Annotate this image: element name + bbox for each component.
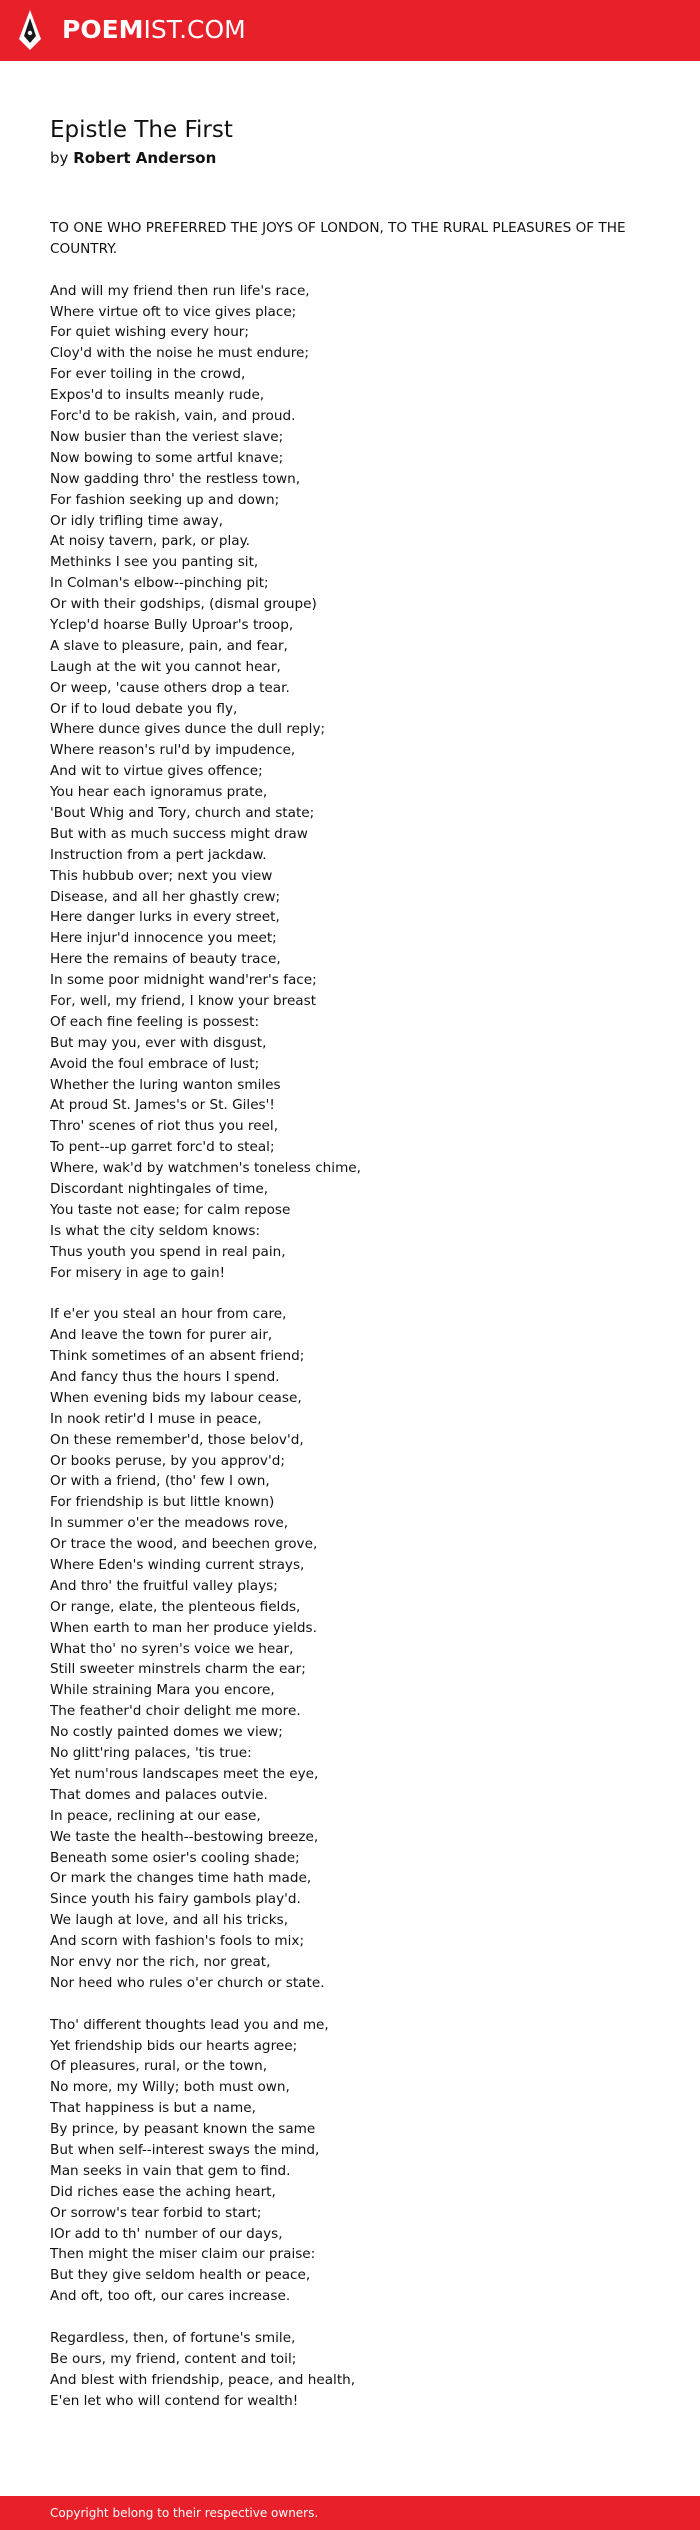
poem-stanza [50,1304,650,1993]
poem-byline [50,147,216,169]
poem-line: Here danger lurks in every street, [50,909,280,926]
poem-line: But with as much success might draw [50,825,308,842]
poem-line: Discordant nightingales of time, [50,1181,269,1197]
poem-line: Yclep'd hoarse Bully Uproar's troop, [50,616,294,633]
poem-line: This hubbub over; next you view [50,867,273,884]
poem-line: E'en let who will contend for wealth! [50,2392,299,2409]
poem-line: That happiness is but a name, [50,2100,256,2117]
poem-line: Regardless, then, of fortune's smile, [50,2329,296,2346]
poem-line: Instruction from a pert jackdaw. [50,846,267,863]
poem-line: Here the remains of beauty trace, [50,951,281,968]
poem-line: In summer o'er the meadows rove, [50,1515,289,1532]
poem-line: And oft, too oft, our cares increase. [50,2288,291,2305]
poem-line: To pent--up garret forc'd to steal; [50,1139,275,1156]
poem-line: For ever toiling in the crowd, [50,366,246,383]
poem-stanza [50,281,650,1284]
poem-line: And blest with friendship, peace, and health, [50,2371,356,2388]
poem-line: When evening bids my labour cease, [50,1389,302,1406]
poem-line: For misery in age to gain! [50,1264,226,1281]
poem-line: Or books peruse, by you approv'd; [50,1452,285,1469]
poem-line: At proud St. James's or St. Giles'! [50,1097,275,1114]
poem-line: Nor heed who rules o'er church or state. [50,1974,325,1991]
poem-line: Where, wak'd by watchmen's toneless chime, [50,1160,361,1177]
poem-line: Is what the city seldom knows: [50,1222,261,1239]
poem-line: In some poor midnight wand'rer's face; [50,972,317,989]
poem-line: For friendship is but little known) [50,1494,275,1511]
poem-line: Or if to loud debate you fly, [50,700,238,717]
poem-line: While straining Mara you encore, [50,1682,275,1699]
poem-line: Still sweeter minstrels charm the ear; [50,1661,306,1678]
poem-line: Man seeks in vain that gem to find. [50,2162,291,2179]
poem-body [50,218,650,2432]
poem-line: When earth to man her produce yields. [50,1619,317,1636]
poem-line: In peace, reclining at our ease, [50,1807,261,1824]
by-label: by [50,149,69,167]
poem-line: And fancy thus the hours I spend. [50,1369,280,1386]
poem-line: That domes and palaces outvie. [50,1786,268,1803]
poem-line: Here injur'd innocence you meet; [50,930,277,947]
poem-line: You hear each ignoramus prate, [50,784,268,801]
poem-line: We taste the health--bestowing breeze, [50,1828,319,1845]
poem-line: Now gadding thro' the restless town, [50,470,301,487]
poem-stanza [50,218,650,260]
poem-line: Of pleasures, rural, or the town, [50,2058,268,2075]
poem-stanza [50,2328,650,2412]
site-footer [0,2496,700,2530]
poem-line: Of each fine feeling is possest: [50,1013,260,1030]
poem-line: Where reason's rul'd by impudence, [50,742,296,759]
quill-pen-icon[interactable] [17,9,43,51]
poem-line: Tho' different thoughts lead you and me, [50,2016,329,2033]
poem-line: Laugh at the wit you cannot hear, [50,658,281,675]
poem-line: We laugh at love, and all his tricks, [50,1912,289,1929]
poem-line: Since youth his fairy gambols play'd. [50,1891,301,1908]
poem-line: Or idly trifling time away, [50,512,223,529]
poem-line: Thro' scenes of riot thus you reel, [50,1118,279,1135]
poem-line: And leave the town for purer air, [50,1327,273,1344]
poem-line: Cloy'd with the noise he must endure; [50,345,309,362]
poem-line: Then might the miser claim our praise: [50,2246,316,2263]
poem-line: Where virtue oft to vice gives place; [50,303,297,320]
poem-line: The feather'd choir delight me more. [50,1703,301,1720]
poem-line: A slave to pleasure, pain, and fear, [50,637,288,654]
poem-line: Or with their godships, (dismal groupe) [50,596,317,613]
poem-line: At noisy tavern, park, or play. [50,533,250,550]
poem-line: But when self--interest sways the mind, [50,2141,320,2158]
poem-line: Disease, and all her ghastly crew; [50,888,281,905]
poem-line: Thus youth you spend in real pain, [50,1243,286,1260]
poem-line: Avoid the foul embrace of lust; [50,1055,260,1072]
poem-line: For fashion seeking up and down; [50,491,280,508]
poem-line: And scorn with fashion's fools to mix; [50,1933,305,1950]
poem-line: But may you, ever with disgust, [50,1034,267,1051]
poem-dedication: TO ONE WHO PREFERRED THE JOYS OF LONDON, TO THE RURAL PLEASURES OF THE COUNTRY. [50,220,626,257]
poem-line: For quiet wishing every hour; [50,324,249,341]
poem-line: Whether the luring wanton smiles [50,1076,281,1093]
brand-rest: IST.COM [143,15,246,44]
poem-line: Or range, elate, the plenteous fields, [50,1598,301,1615]
poem-line: Think sometimes of an absent friend; [50,1348,305,1365]
poem-line: Where dunce gives dunce the dull reply; [50,721,326,738]
author-name[interactable]: Robert Anderson [73,149,217,167]
poem-line: In nook retir'd I muse in peace, [50,1410,262,1427]
poem-stanza [50,2015,650,2307]
poem-line: Did riches ease the aching heart, [50,2183,276,2200]
poem-line: Or trace the wood, and beechen grove, [50,1536,318,1553]
poem-line: By prince, by peasant known the same [50,2121,316,2138]
poem-line: You taste not ease; for calm repose [50,1201,291,1218]
copyright-text: Copyright belong to their respective owners. [50,2506,319,2520]
poem-line: Or mark the changes time hath made, [50,1870,312,1887]
site-header [0,0,700,61]
poem-line: Expos'd to insults meanly rude, [50,387,265,404]
poem-line: Yet friendship bids our hearts agree; [50,2037,298,2054]
poem-line: What tho' no syren's voice we hear, [50,1640,294,1657]
poem-line: On these remember'd, those belov'd, [50,1431,304,1448]
poem-line: 'Bout Whig and Tory, church and state; [50,804,315,821]
site-logo-text[interactable] [62,14,246,46]
poem-line: If e'er you steal an hour from care, [50,1306,287,1323]
poem-line: Now bowing to some artful knave; [50,449,284,466]
poem-line: And wit to virtue gives offence; [50,763,263,780]
poem-line: No more, my Willy; both must own, [50,2079,290,2096]
poem-line: Nor envy nor the rich, nor great, [50,1953,271,1970]
poem-line: For, well, my friend, I know your breast [50,992,317,1009]
poem-line: In Colman's elbow--pinching pit; [50,575,269,592]
poem-line: Or weep, 'cause others drop a tear. [50,679,290,696]
brand-bold: POEM [62,15,144,44]
poem-title: Epistle The First [50,117,233,143]
poem-line: Methinks I see you panting sit, [50,554,259,571]
poem-line: No glitt'ring palaces, 'tis true: [50,1745,252,1762]
poem-line: Forc'd to be rakish, vain, and proud. [50,408,296,425]
poem-line: Be ours, my friend, content and toil; [50,2350,297,2367]
poem-line: Yet num'rous landscapes meet the eye, [50,1765,319,1782]
poem-line: IOr add to th' number of our days, [50,2225,283,2242]
poem-line: No costly painted domes we view; [50,1724,283,1741]
poem-line: Or sorrow's tear forbid to start; [50,2204,262,2221]
poem-line: Where Eden's winding current strays, [50,1557,305,1574]
poem-line: And thro' the fruitful valley plays; [50,1577,278,1594]
poem-line: Now busier than the veriest slave; [50,428,284,445]
poem-line: But they give seldom health or peace, [50,2267,311,2284]
poem-line: And will my friend then run life's race, [50,282,310,299]
poem-line: Or with a friend, (tho' few I own, [50,1473,270,1490]
poem-line: Beneath some osier's cooling shade; [50,1849,300,1866]
